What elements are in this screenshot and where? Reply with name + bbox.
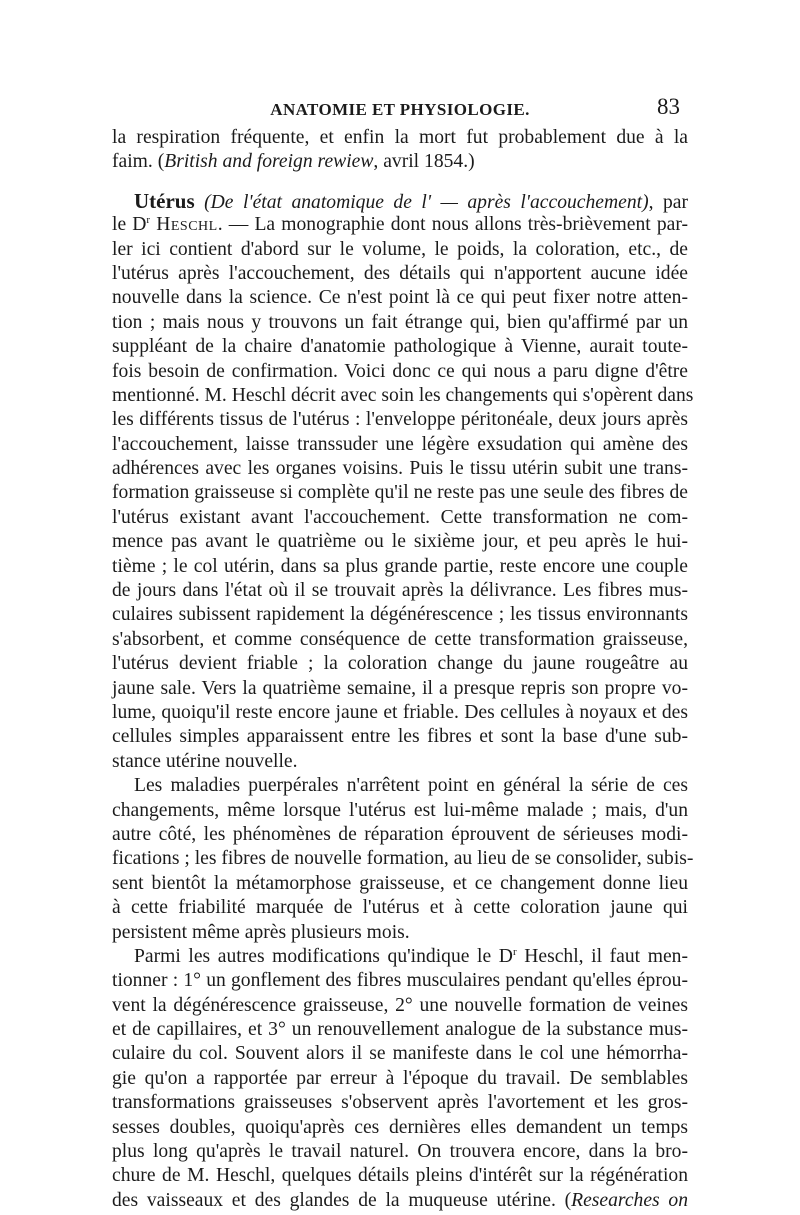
paragraph-continuation bbox=[112, 126, 688, 175]
text-line: sent bientôt la métamorphose graisseuse, et ce changement donne lieu bbox=[112, 872, 688, 894]
text-line: tionner : 1° un gonflement des fibres musculaires pendant qu'elles éprou- bbox=[112, 970, 688, 992]
text-line bbox=[112, 945, 688, 969]
text-fragment: faim. ( bbox=[112, 151, 165, 173]
text-fragment: Parmi les autres modifications qu'indique le D bbox=[134, 945, 513, 967]
text-line: plus long qu'après le travail naturel. On trouvera encore, dans la bro- bbox=[112, 1141, 688, 1163]
text-line bbox=[112, 189, 688, 213]
text-line: mence pas avant le quatrième ou le sixième jour, et peu après le hui- bbox=[112, 531, 688, 553]
text-line: sesses doubles, quoiqu'après ces dernières elles demandent un temps bbox=[112, 1116, 688, 1138]
text-line: les différents tissus de l'utérus : l'enveloppe péritonéale, deux jours après bbox=[112, 409, 688, 431]
text-line bbox=[112, 1189, 688, 1213]
text-line: et de capillaires, et 3° un renouvellement analogue de la substance mus- bbox=[112, 1019, 688, 1041]
text-line bbox=[112, 213, 688, 237]
running-title: ANATOMIE ET PHYSIOLOGIE. bbox=[270, 100, 530, 119]
text-line: persistent même après plusieurs mois. bbox=[112, 921, 410, 943]
text-line: fications ; les fibres de nouvelle formation, au lieu de se consolider, subis- bbox=[112, 848, 694, 870]
text-fragment: , par bbox=[648, 191, 688, 213]
paragraph-modifications bbox=[112, 945, 688, 1213]
section-subtitle: (De l'état anatomique de l' — après l'accouchement) bbox=[204, 191, 649, 213]
source-citation: British and foreign rewiew bbox=[164, 151, 374, 173]
text-line: mentionné. M. Heschl décrit avec soin les changements qui s'opèrent dans bbox=[112, 384, 694, 406]
text-line: stance utérine nouvelle. bbox=[112, 750, 298, 772]
text-line: changements, même lorsque l'utérus est lui-même malade ; mais, d'un bbox=[112, 799, 688, 821]
page-number: 83 bbox=[657, 94, 680, 119]
text-line: chure de M. Heschl, quelques détails pleins d'intérêt sur la régénération bbox=[112, 1165, 688, 1187]
section-heading: Utérus bbox=[134, 188, 195, 213]
text-line: fois besoin de confirmation. Voici donc ce qui nous a paru digne d'être bbox=[112, 360, 688, 382]
text-fragment: , avril 1854.) bbox=[373, 151, 475, 173]
text-line: à cette friabilité marquée de l'utérus et à cette coloration jaune qui bbox=[112, 897, 688, 919]
text-line: culaire du col. Souvent alors il se manifeste dans le col une hémorrha- bbox=[112, 1043, 688, 1065]
text-line: l'utérus après l'accouchement, des détails qui n'apportent aucune idée bbox=[112, 262, 688, 284]
superscript: r bbox=[146, 214, 151, 227]
source-citation: Researches on bbox=[571, 1189, 688, 1211]
text-line: Les maladies puerpérales n'arrêtent point en général la série de ces bbox=[134, 775, 688, 797]
paragraph-puerperal bbox=[112, 774, 694, 945]
text-line: vent la dégénérescence graisseuse, 2° une nouvelle formation de veines bbox=[112, 994, 688, 1016]
text-line: tième ; le col utérin, dans sa plus grande partie, reste encore une couple bbox=[112, 555, 688, 577]
text-line: lume, quoiqu'il reste encore jaune et friable. Des cellules à noyaux et des bbox=[112, 701, 688, 723]
text-fragment: des vaisseaux et des glandes de la muqueuse utérine. ( bbox=[112, 1189, 572, 1211]
text-line: suppléant de la chaire d'anatomie pathologique à Vienne, aurait toute- bbox=[112, 336, 688, 358]
text-line: adhérences avec les organes voisins. Puis le tissu utérin subit une trans- bbox=[112, 458, 688, 480]
text-line: gie qu'on a rapportée par erreur à l'époque du travail. De semblables bbox=[112, 1067, 688, 1089]
text-line: l'utérus existant avant l'accouchement. Cette transformation ne com- bbox=[112, 506, 688, 528]
text-line: cellules simples apparaissent entre les fibres et sont la base d'une sub- bbox=[112, 726, 688, 748]
text-line: transformations graisseuses s'observent après l'avortement et les gros- bbox=[112, 1092, 688, 1114]
text-line: autre côté, les phénomènes de réparation éprouvent de sérieuses modi- bbox=[112, 823, 688, 845]
text-line: tion ; mais nous y trouvons un fait étrange qui, bien qu'affirmé par un bbox=[112, 311, 688, 333]
text-line: culaires subissent rapidement la dégénérescence ; les tissus environnants bbox=[112, 604, 688, 626]
text-fragment: le D bbox=[112, 214, 147, 236]
paragraph-uterus bbox=[112, 188, 694, 774]
text-line: la respiration fréquente, et enfin la mort fut probablement due à la bbox=[112, 127, 688, 148]
text-line: nouvelle dans la science. Ce n'est point là ce qui peut fixer notre atten- bbox=[112, 287, 688, 309]
text-line: formation graisseuse si complète qu'il ne reste pas une seule des fibres de bbox=[112, 482, 688, 504]
author-name: Heschl bbox=[156, 214, 218, 236]
text-line bbox=[112, 150, 688, 174]
text-line: de jours dans l'état où il se trouvait après la délivrance. Les fibres mus- bbox=[112, 580, 688, 602]
text-line: s'absorbent, et comme conséquence de cette transformation graisseuse, bbox=[112, 628, 688, 650]
text-line: l'accouchement, laisse transsuder une légère exsudation qui amène des bbox=[112, 433, 688, 455]
running-head bbox=[112, 92, 688, 126]
text-line: l'utérus devient friable ; la coloration change du jaune rougeâtre au bbox=[112, 653, 688, 675]
text-fragment: Heschl, il faut men- bbox=[516, 945, 688, 967]
text-fragment: . — La monographie dont nous allons très-brièvement par- bbox=[217, 214, 688, 236]
text-line: ler ici contient d'abord sur le volume, le poids, la coloration, etc., de bbox=[112, 238, 688, 260]
text-line: jaune sale. Vers la quatrième semaine, il a presque repris son propre vo- bbox=[112, 677, 688, 699]
superscript: r bbox=[512, 945, 517, 958]
book-page bbox=[112, 92, 694, 1213]
